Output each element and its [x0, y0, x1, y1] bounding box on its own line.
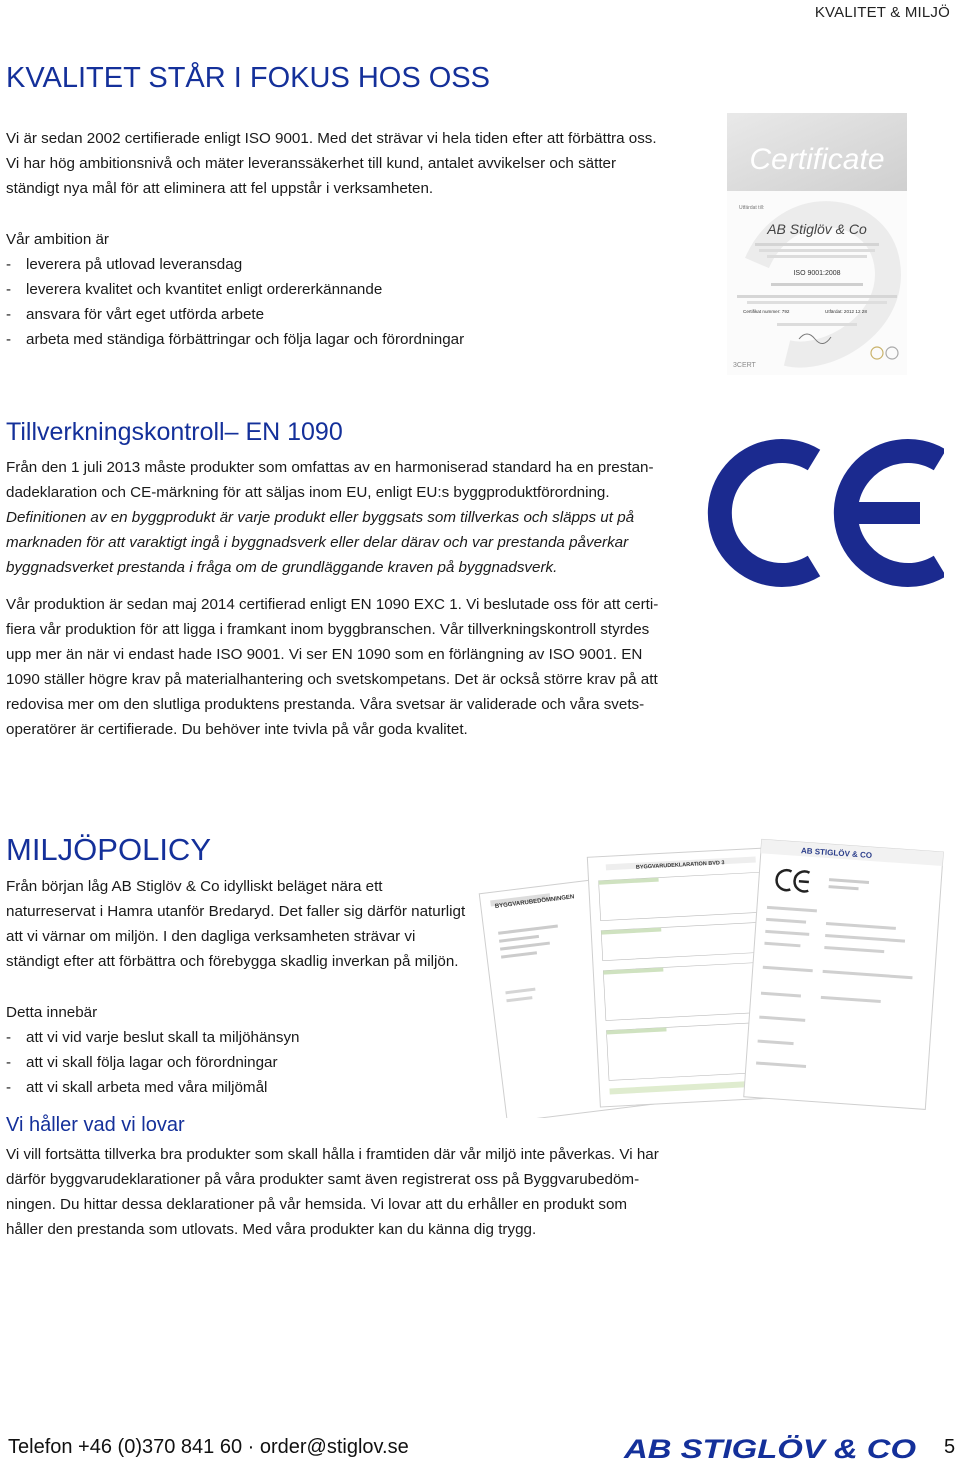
logo-text: AB STIGLÖV & CO — [622, 1434, 916, 1464]
production-cert-line: upp mer än när vi endast hade ISO 9001. Vi ser EN 1090 som en förlängning av ISO 9001. EN — [6, 646, 643, 663]
doc3-header: AB STIGLÖV & CO — [800, 846, 873, 861]
production-title: Tillverkningskontroll– EN 1090 — [6, 418, 343, 446]
list-item: - att vi skall följa lagar och förordningar — [6, 1050, 476, 1075]
production-cert-line: fiera vår produktion för att ligga i framkant inom byggbranschen. Vår tillverkningskontroll styrdes — [6, 621, 650, 638]
certificate-issuer: 3CERT — [733, 362, 756, 369]
ambition-heading: Vår ambition är — [6, 231, 109, 248]
ambition-list — [6, 252, 696, 352]
definition-line: byggnadsverket prestanda i fråga om de grundläggande kraven på byggnadsverk. — [6, 559, 558, 576]
list-item: - att vi vid varje beslut skall ta miljöhänsyn — [6, 1025, 476, 1050]
list-item: - leverera på utlovad leveransdag — [6, 252, 696, 277]
environment-list-block — [6, 1000, 476, 1100]
production-line: dadeklaration och CE-märkning för att säljas inom EU, enligt EU:s byggproduktförordning. — [6, 484, 610, 501]
doc2-header: BYGGVARUDEKLARATION BVD 3 — [635, 860, 725, 871]
list-item: - arbeta med ständiga förbättringar och följa lagar och förordningar — [6, 327, 696, 352]
quality-intro-line: ständigt nya mål för att eliminera att fel uppstår i verksamheten. — [6, 180, 434, 197]
promise-text — [6, 1142, 706, 1242]
list-item: - ansvara för vårt eget utförda arbete — [6, 302, 696, 327]
iso-certificate-image — [727, 113, 907, 375]
ce-mark-icon — [706, 438, 944, 588]
footer-contact: Telefon +46 (0)370 841 60 · order@stiglov.se — [8, 1436, 409, 1458]
doc1-header: BYGGVARUBEDÖMNINGEN — [494, 894, 575, 910]
quality-title: KVALITET STÅR I FOKUS HOS OSS — [6, 62, 490, 94]
list-item: - leverera kvalitet och kvantitet enligt ordererkännande — [6, 277, 696, 302]
company-logo — [622, 1430, 922, 1464]
production-cert-line: redovisa mer om den slutliga produktens prestanda. Våra svetsar är validerade och våra svets- — [6, 696, 645, 713]
promise-line: därför byggvarudeklarationer på våra produkter samt även registrerat oss på Byggvarubedöm- — [6, 1171, 640, 1188]
production-cert-line: operatörer är certifierade. Du behöver inte tvivla på vår goda kvalitet. — [6, 721, 468, 738]
definition-line: Definitionen av en byggprodukt är varje produkt eller byggsats som tillverkas och släpps ut på — [6, 509, 635, 526]
promise-line: ningen. Du hittar dessa deklarationer på vår hemsida. Vi lovar att du erhåller en produkt som — [6, 1196, 628, 1213]
certificate-number: Certifikat nummer: 792 — [743, 309, 790, 314]
environment-title: MILJÖPOLICY — [6, 832, 211, 867]
environment-line: naturreservat i Hamra utanför Bredaryd. Det faller sig därför naturligt — [6, 903, 466, 920]
certificate-date: Utfärdat: 2012 12 28 — [825, 309, 867, 314]
declaration-documents-image — [462, 832, 944, 1118]
production-cert-line: Vår produktion är sedan maj 2014 certifierad enligt EN 1090 EXC 1. Vi beslutade oss för att certi- — [6, 596, 659, 613]
quality-intro-line: Vi har hög ambitionsnivå och mäter leveranssäkerhet till kund, antalet avvikelser och sätter — [6, 155, 617, 172]
environment-intro — [6, 874, 476, 974]
definition-line: marknaden för att varaktigt ingå i byggnadsverk eller delar därav och var prestanda påverkar — [6, 534, 629, 551]
certificate-standard: ISO 9001:2008 — [793, 270, 841, 277]
environment-line: att vi värnar om miljön. I den dagliga verksamheten strävar vi — [6, 928, 416, 945]
production-cert — [6, 592, 706, 742]
promise-line: Vi vill fortsätta tillverka bra produkter som skall hålla i framtiden där vår miljö inte påverkas. Vi har — [6, 1146, 659, 1163]
promise-line: håller den prestanda som utlovats. Med våra produkter kan du känna dig trygg. — [6, 1221, 537, 1238]
page-number: 5 — [944, 1436, 956, 1458]
environment-line: Från början låg AB Stiglöv & Co idylliskt beläget nära ett — [6, 878, 383, 895]
certificate-company: AB Stiglöv & Co — [767, 221, 867, 237]
production-intro — [6, 455, 706, 580]
quality-intro — [6, 126, 706, 201]
svg-text:Utfärdat till:: Utfärdat till: — [739, 205, 765, 211]
certificate-title: Certificate — [749, 143, 885, 176]
promise-title: Vi håller vad vi lovar — [6, 1114, 185, 1136]
list-item: - att vi skall arbeta med våra miljömål — [6, 1075, 476, 1100]
production-cert-line: 1090 ställer högre krav på materialhantering och svetskompetans. Det är också större krav på att — [6, 671, 658, 688]
ambition-block — [6, 227, 696, 352]
environment-list-heading: Detta innebär — [6, 1004, 98, 1021]
environment-list — [6, 1025, 476, 1100]
quality-intro-line: Vi är sedan 2002 certifierade enligt ISO 9001. Med det strävar vi hela tiden efter att förbättra oss. — [6, 130, 657, 147]
section-label: KVALITET & MILJÖ — [814, 4, 950, 21]
environment-line: ständigt efter att förbättra och förebygga skadlig inverkan på miljön. — [6, 953, 459, 970]
production-line: Från den 1 juli 2013 måste produkter som omfattas av en harmoniserad standard ha en prestan- — [6, 459, 654, 476]
